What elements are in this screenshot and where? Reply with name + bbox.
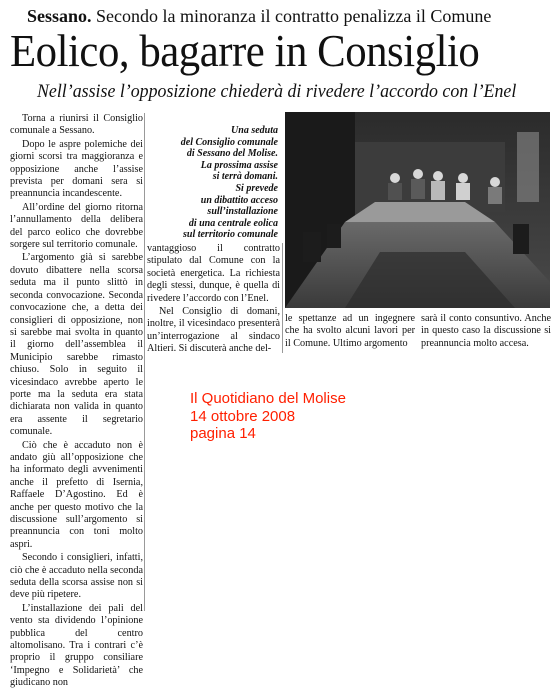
caption-line: del Consiglio comunale — [180, 136, 278, 148]
column-divider — [282, 243, 283, 353]
source-citation — [190, 390, 346, 443]
source-date: 14 ottobre 2008 — [190, 407, 296, 425]
kicker-place: Sessano. — [27, 6, 92, 26]
caption-line: Una seduta — [231, 125, 278, 136]
caption-line: un dibattito acceso — [200, 194, 278, 206]
paragraph: Ciò che è accaduto non è andato giù all’opposizione che ha informato degli avvenimenti anche il prefetto di Isernia, Raffaele D’Agostino. Ed è anche per questo motivo che la discussione sull’argomento si preannuncia con toni molto aspri. — [10, 439, 143, 550]
caption-line: La prossima assise — [200, 159, 278, 171]
paragraph: L’argomento già si sarebbe dovuto dibattere nella scorsa seduta ma il punto slittò in seconda convocazione. Seconda convocazione che, a detta dei consiglieri di opposizione, non si sarebbe mai svolta in quanto il giorno dell’assemblea il Municipio sarebbe rimasto chiuso. Solo in seguito il vicesindaco avrebbe aperto le porte ma la seduta era stata dichiarata non valida in quanto era assente il segretario comunale. — [10, 252, 143, 438]
paragraph: Torna a riunirsi il Consiglio comunale a Sessano. — [10, 113, 143, 137]
paragraph: Dopo le aspre polemiche dei giorni scorsi tra maggioranza e opposizione anche l’assise prevista per domani sera si preannuncia incandescente. — [10, 138, 143, 200]
source-newspaper: Il Quotidiano del Molise — [190, 390, 346, 407]
article-column-2 — [147, 243, 280, 357]
paragraph: le spettanze ad un ingegnere che ha svolto alcuni lavori per il Comune. Ultimo argomento — [285, 313, 415, 349]
photo-caption — [150, 125, 278, 241]
paragraph: Nel Consiglio di domani, inoltre, il vicesindaco presenterà un’interrogazione al sindaco Altieri. Si discuterà anche del- — [147, 306, 280, 355]
paragraph: L’installazione dei pali del vento sta dividendo l’opinione pubblica del centro altomolisano. Tra i contrari c’è proprio il gruppo consiliare ‘Impegno e Solidarietà’ che giudicano non — [10, 602, 143, 689]
paragraph: All’ordine del giorno ritorna l’annullamento della delibera del parco eolico che dovrebbe sorgere sul territorio comunale. — [10, 201, 143, 251]
article-subhead: Nell’assise l’opposizione chiederà di rivedere l’accordo con l’Enel — [37, 81, 517, 102]
column-divider — [144, 113, 145, 611]
source-page: pagina 14 — [190, 425, 256, 442]
paragraph: vantaggioso il contratto stipulato dal Comune con la società energetica. La richiesta degli stessi, dunque, è quella di rivedere l’accordo con l’Enel. — [147, 243, 280, 304]
kicker-text: Secondo la minoranza il contratto penalizza il Comune — [91, 6, 492, 26]
caption-line: di Sessano del Molise. — [186, 148, 278, 160]
article-headline: Eolico, bagarre in Consiglio — [10, 25, 480, 76]
caption-line: si terrà domani. — [212, 171, 278, 183]
caption-line: sull’installazione — [207, 206, 278, 218]
article-column-4 — [421, 313, 551, 351]
article-column-1 — [10, 113, 143, 689]
caption-line: di una centrale eolica — [188, 217, 278, 229]
article-column-3 — [285, 313, 415, 351]
council-meeting-photo — [285, 112, 550, 308]
paragraph: sarà il conto consuntivo. Anche in questo caso la discussione si preannuncia molto accesa. — [421, 313, 551, 349]
caption-line: Si prevede — [235, 182, 278, 194]
paragraph: Secondo i consiglieri, infatti, ciò che è accaduto nella seconda seduta della scorsa assise non si deve più ripetere. — [10, 552, 143, 601]
caption-line: sul territorio comunale — [182, 229, 278, 241]
